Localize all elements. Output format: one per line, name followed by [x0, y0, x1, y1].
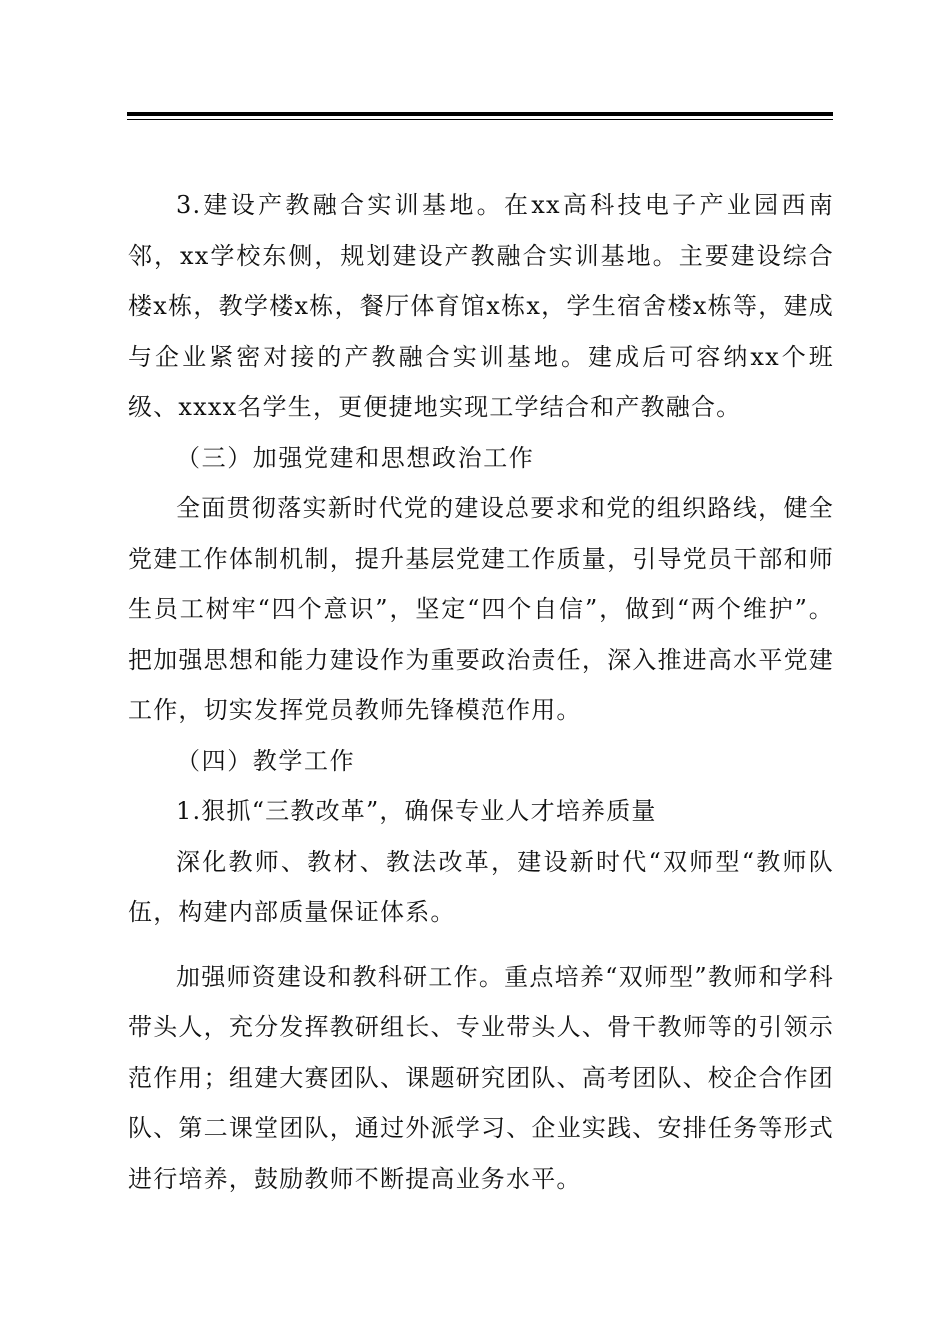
section-heading-teaching: （四）教学工作 — [176, 746, 356, 775]
paragraph-party-building: 全面贯彻落实新时代党的建设总要求和党的组织路线，健全党建工作体制机制，提升基层党建工作质量，引导党员干部和师生员工树牢“四个意识”，坚定“四个自信”，做到“两个维护”。把加强思想和能力建设作为重要政治责任，深入推进高水平党建工作，切实发挥党员教师先锋模范作用。 — [128, 494, 834, 724]
subheading-three-reforms: 1.狠抓“三教改革”，确保专业人才培养质量 — [176, 797, 657, 825]
header-rule-thick — [127, 112, 833, 116]
header-rule-thin — [127, 119, 833, 120]
document-body — [128, 180, 834, 1204]
paragraph-faculty-development: 加强师资建设和教科研工作。重点培养“双师型”教师和学科带头人，充分发挥教研组长、专业带头人、骨干教师等的引领示范作用；组建大赛团队、课题研究团队、高考团队、校企合作团队、第二课堂团队，通过外派学习、企业实践、安排任务等形式进行培养，鼓励教师不断提高业务水平。 — [128, 962, 834, 1193]
section-heading-party-building: （三）加强党建和思想政治工作 — [176, 443, 535, 472]
paragraph-training-base: 3.建设产教融合实训基地。在xx高科技电子产业园西南邻，xx学校东侧，规划建设产教融合实训基地。主要建设综合楼x栋，教学楼x栋，餐厅体育馆x栋x，学生宿舍楼x栋等，建成与企业紧密对接的产教融合实训基地。建成后可容纳xx个班级、xxxx名学生，更便捷地实现工学结合和产教融合。 — [128, 191, 834, 421]
paragraph-reform: 深化教师、教材、教法改革，建设新时代“双师型“教师队伍，构建内部质量保证体系。 — [128, 847, 834, 926]
